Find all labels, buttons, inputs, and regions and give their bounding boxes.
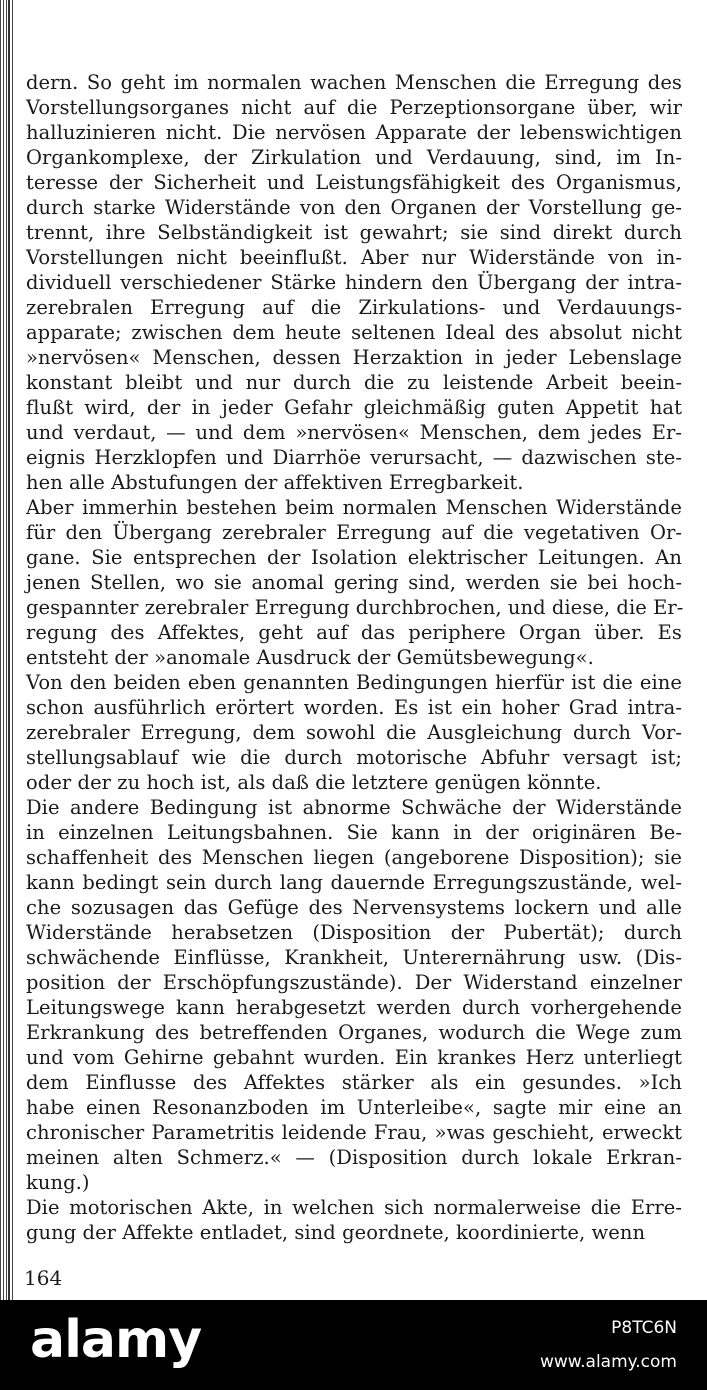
text-line: zerebralen Erregung auf die Zirkulations- und Verdauungs-: [26, 296, 682, 319]
text-line: position der Erschöpfungszustände). Der Widerstand einzelner: [26, 971, 682, 994]
text-line: »nervösen« Menschen, dessen Herzaktion in jeder Lebenslage: [26, 346, 682, 369]
text-line: gespannter zerebraler Erregung durchbrochen, und diese, die Er-: [26, 596, 684, 619]
text-line: Organkomplexe, der Zirkulation und Verdauung, sind, im In-: [26, 146, 682, 169]
text-line: habe einen Resonanzboden im Unterleibe«, sagte mir eine an: [26, 1096, 682, 1119]
text-line: Die motorischen Akte, in welchen sich normalerweise die Erre-: [26, 1196, 682, 1219]
text-line: teresse der Sicherheit und Leistungsfähigkeit des Organismus,: [26, 171, 682, 194]
text-line: schaffenheit des Menschen liegen (angeborene Disposition); sie: [26, 846, 682, 869]
text-line: eignis Herzklopfen und Diarrhöe verursacht, — dazwischen ste-: [26, 446, 682, 469]
text-line: meinen alten Schmerz.« — (Disposition durch lokale Erkran-: [26, 1146, 682, 1169]
text-line: Die andere Bedingung ist abnorme Schwäche der Widerstände: [26, 796, 682, 819]
text-line: dividuell verschiedener Stärke hindern den Übergang der intra-: [26, 271, 682, 294]
text-line: che sozusagen das Gefüge des Nervensystems lockern und alle: [26, 896, 682, 919]
text-line: apparate; zwischen dem heute seltenen Ideal des absolut nicht: [26, 321, 682, 344]
text-line: dem Einflusse des Affektes stärker als ein gesundes. »Ich: [26, 1071, 682, 1094]
text-line: Vorstellungen nicht beeinflußt. Aber nur Widerstände von in-: [26, 246, 682, 269]
text-line: in einzelnen Leitungsbahnen. Sie kann in der originären Be-: [26, 821, 682, 844]
text-line: und vom Gehirne gebahnt wurden. Ein krankes Herz unterliegt: [26, 1046, 682, 1069]
text-line: Vorstellungsorganes nicht auf die Perzeptionsorgane über, wir: [26, 96, 682, 119]
page-number: 164: [24, 1266, 63, 1290]
text-line: Aber immerhin bestehen beim normalen Menschen Widerstände: [26, 496, 682, 519]
text-line: kann bedingt sein durch lang dauernde Erregungszustände, wel-: [26, 871, 682, 894]
text-line: Leitungswege kann herabgesetzt werden durch vorhergehende: [26, 996, 682, 1019]
text-line: zerebraler Erregung, dem sowohl die Ausgleichung durch Vor-: [26, 721, 682, 744]
text-line: konstant bleibt und nur durch die zu leistende Arbeit beein-: [26, 371, 682, 394]
watermark-image-id: P8TC6N: [611, 1318, 677, 1338]
watermark-url: www.alamy.com: [539, 1352, 677, 1372]
text-line: entsteht der »anomale Ausdruck der Gemütsbewegung«.: [26, 646, 594, 669]
text-line: Von den beiden eben genannten Bedingungen hierfür ist die eine: [26, 671, 682, 694]
text-line: jenen Stellen, wo sie anomal gering sind, werden sie bei hoch-: [26, 571, 682, 594]
book-binding-edge: [0, 0, 14, 1300]
body-text: [26, 70, 682, 1245]
text-line: trennt, ihre Selbständigkeit ist gewahrt; sie sind direkt durch: [26, 221, 682, 244]
text-line: kung.): [26, 1171, 90, 1194]
text-line: oder der zu hoch ist, als daß die letztere genügen könnte.: [26, 771, 602, 794]
text-line: gane. Sie entsprechen der Isolation elektrischer Leitungen. An: [26, 546, 682, 569]
text-line: hen alle Abstufungen der affektiven Erregbarkeit.: [26, 471, 524, 494]
watermark-bar: [0, 1300, 707, 1390]
text-line: Erkrankung des betreffenden Organes, wodurch die Wege zum: [26, 1021, 682, 1044]
text-line: dern. So geht im normalen wachen Menschen die Erregung des: [26, 71, 682, 94]
text-line: für den Übergang zerebraler Erregung auf die vegetativen Or-: [26, 521, 682, 544]
text-line: stellungsablauf wie die durch motorische Abfuhr versagt ist;: [26, 746, 682, 769]
text-line: durch starke Widerstände von den Organen der Vorstellung ge-: [26, 196, 682, 219]
text-line: chronischer Parametritis leidende Frau, »was geschieht, erweckt: [26, 1121, 682, 1144]
text-line: flußt wird, der in jeder Gefahr gleichmäßig guten Appetit hat: [26, 396, 682, 419]
text-line: halluzinieren nicht. Die nervösen Apparate der lebenswichtigen: [26, 121, 682, 144]
text-line: gung der Affekte entladet, sind geordnete, koordinierte, wenn: [26, 1221, 646, 1244]
text-line: Widerstände herabsetzen (Disposition der Pubertät); durch: [26, 921, 682, 944]
text-line: und verdaut, — und dem »nervösen« Menschen, dem jedes Er-: [26, 421, 682, 444]
text-line: regung des Affektes, geht auf das periphere Organ über. Es: [26, 621, 682, 644]
text-line: schwächende Einflüsse, Krankheit, Unterernährung usw. (Dis-: [26, 946, 682, 969]
watermark-logo: alamy: [30, 1310, 202, 1370]
text-line: schon ausführlich erörtert worden. Es ist ein hoher Grad intra-: [26, 696, 682, 719]
